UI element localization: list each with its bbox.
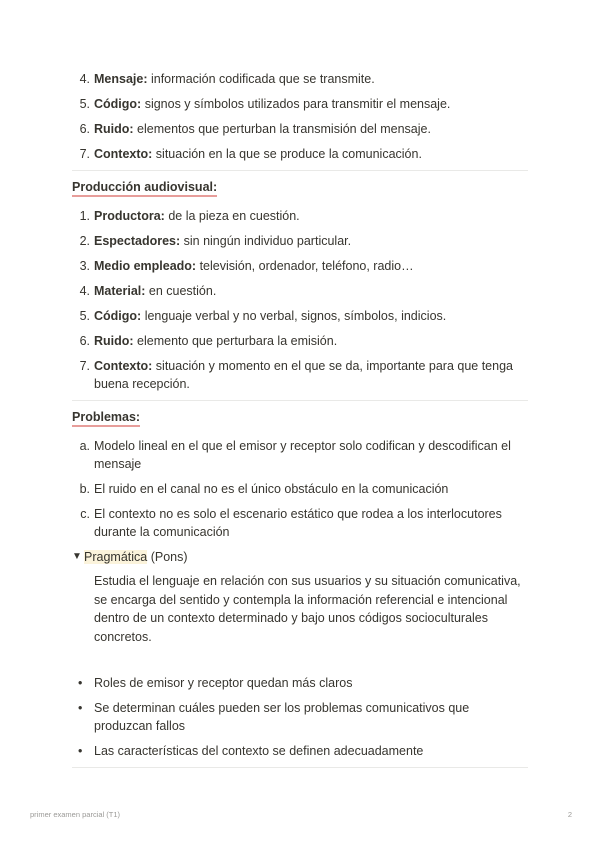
list-item: 3. Medio empleado: televisión, ordenador, teléfono, radio… bbox=[79, 259, 414, 273]
produccion-list bbox=[72, 207, 528, 393]
item-term: Código: bbox=[94, 97, 142, 111]
section-heading-problemas: Problemas: bbox=[72, 409, 140, 427]
toggle-title: Pragmática bbox=[84, 550, 148, 564]
list-item: 4. Material: en cuestión. bbox=[79, 284, 217, 298]
list-item: • Roles de emisor y receptor quedan más claros bbox=[78, 676, 353, 690]
problemas-list bbox=[72, 437, 528, 541]
list-item: 7. Contexto: situación en la que se produce la comunicación. bbox=[79, 147, 422, 161]
section-heading-produccion: Producción audiovisual: bbox=[72, 179, 217, 197]
divider bbox=[72, 767, 528, 768]
list-item: 4. Mensaje: información codificada que se transmite. bbox=[79, 72, 375, 86]
item-term: Espectadores: bbox=[94, 234, 181, 248]
item-term: Contexto: bbox=[94, 147, 153, 161]
list-item: • Las características del contexto se definen adecuadamente bbox=[78, 744, 424, 758]
item-term: Ruido: bbox=[94, 334, 134, 348]
bullet-icon: • bbox=[78, 744, 83, 758]
bullet-icon: • bbox=[78, 701, 83, 715]
list-item: 6. Ruido: elemento que perturbara la emisión. bbox=[79, 334, 338, 348]
triangle-down-icon[interactable]: ▼ bbox=[72, 551, 82, 562]
item-term: Código: bbox=[94, 309, 142, 323]
bullet-icon: • bbox=[78, 676, 83, 690]
item-term: Material: bbox=[94, 284, 146, 298]
item-term: Ruido: bbox=[94, 122, 134, 136]
item-term: Contexto: bbox=[94, 359, 153, 373]
list-item: c. El contexto no es solo el escenario estático que rodea a los interlocutores durante la comunicación bbox=[80, 507, 502, 539]
list-item: 5. Código: lenguaje verbal y no verbal, signos, símbolos, indicios. bbox=[79, 309, 447, 323]
list-item: 6. Ruido: elementos que perturban la transmisión del mensaje. bbox=[79, 122, 431, 136]
item-term: Medio empleado: bbox=[94, 259, 197, 273]
document-page bbox=[72, 70, 528, 776]
list-item: b. El ruido en el canal no es el único obstáculo en la comunicación bbox=[79, 482, 449, 496]
bullet-list bbox=[72, 674, 528, 760]
page-number: 2 bbox=[567, 810, 572, 819]
list-item: • Se determinan cuáles pueden ser los problemas comunicativos que produzcan fallos bbox=[78, 701, 470, 733]
item-term: Productora: bbox=[94, 209, 165, 223]
item-term: Mensaje: bbox=[94, 72, 148, 86]
footer-title: primer examen parcial (T1) bbox=[30, 810, 121, 819]
list-item: 2. Espectadores: sin ningún individuo particular. bbox=[79, 234, 352, 248]
pragmatica-toggle[interactable] bbox=[72, 548, 528, 566]
toggle-suffix: (Pons) bbox=[147, 550, 188, 564]
divider bbox=[72, 170, 528, 171]
communication-elements-list bbox=[72, 70, 528, 163]
toggle-body: Estudia el lenguaje en relación con sus usuarios y su situación comunicativa, se encarga del sentido y contempla la información referencial e intencional dentro de un contexto determinado y bajo unos códigos socioculturales concretos. bbox=[94, 574, 521, 644]
list-item: 1. Productora: de la pieza en cuestión. bbox=[79, 209, 300, 223]
divider bbox=[72, 400, 528, 401]
list-item: 7. Contexto: situación y momento en el que se da, importante para que tenga buena recepción. bbox=[79, 359, 513, 391]
list-item: 5. Código: signos y símbolos utilizados para transmitir el mensaje. bbox=[79, 97, 451, 111]
list-item: a. Modelo lineal en el que el emisor y receptor solo codifican y descodifican el mensaje bbox=[79, 439, 511, 471]
